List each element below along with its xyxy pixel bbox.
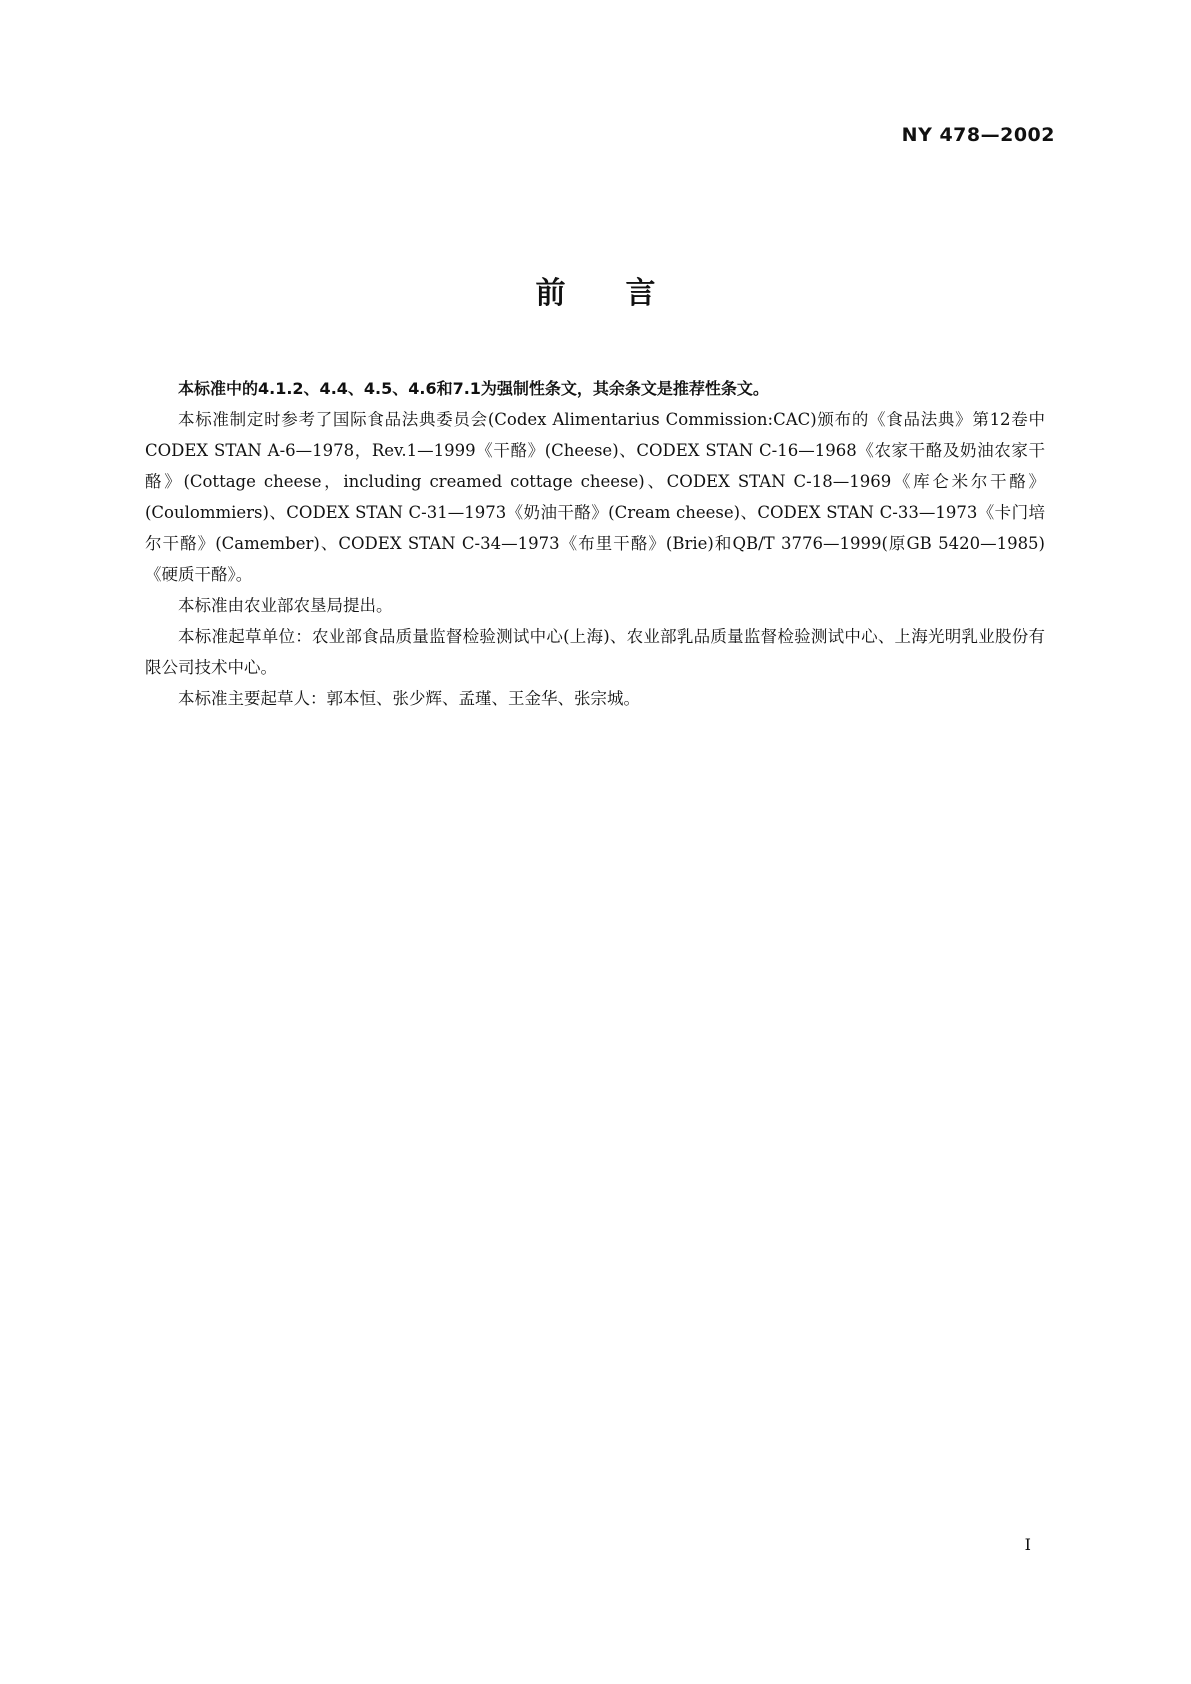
paragraph-drafting-units: 本标准起草单位：农业部食品质量监督检验测试中心(上海)、农业部乳品质量监督检验测试中心、上海光明乳业股份有限公司技术中心。 [145, 627, 1045, 677]
paragraph-proposer: 本标准由农业部农垦局提出。 [178, 596, 393, 615]
document-body [145, 373, 1045, 714]
paragraph-references: 本标准制定时参考了国际食品法典委员会(Codex Alimentarius Commission:CAC)颁布的《食品法典》第12卷中CODEX STAN A-6—1978，Rev.1—1999《干酪》(Cheese)、CODEX STAN C-16—1968《农家干酪及奶油农家干酪》(Cottage cheese，including creamed cottage cheese)、CODEX STAN C-18—1969《库仑米尔干酪》(Coulommiers)、CODEX STAN C-31—1973《奶油干酪》(Cream cheese)、CODEX STAN C-33—1973《卡门培尔干酪》(Camember)、CODEX STAN C-34—1973《布里干酪》(Brie)和QB/T 3776—1999(原GB 5420—1985)《硬质干酪》。 [145, 410, 1045, 584]
page-number: I [1024, 1535, 1031, 1554]
paragraph-mandatory-clauses: 本标准中的4.1.2、4.4、4.5、4.6和7.1为强制性条文，其余条文是推荐性条文。 [178, 379, 769, 398]
standard-number: NY 478—2002 [901, 124, 1055, 146]
paragraph-drafters: 本标准主要起草人：郭本恒、张少辉、孟瑾、王金华、张宗城。 [178, 689, 640, 708]
page-title: 前言 [535, 276, 716, 311]
